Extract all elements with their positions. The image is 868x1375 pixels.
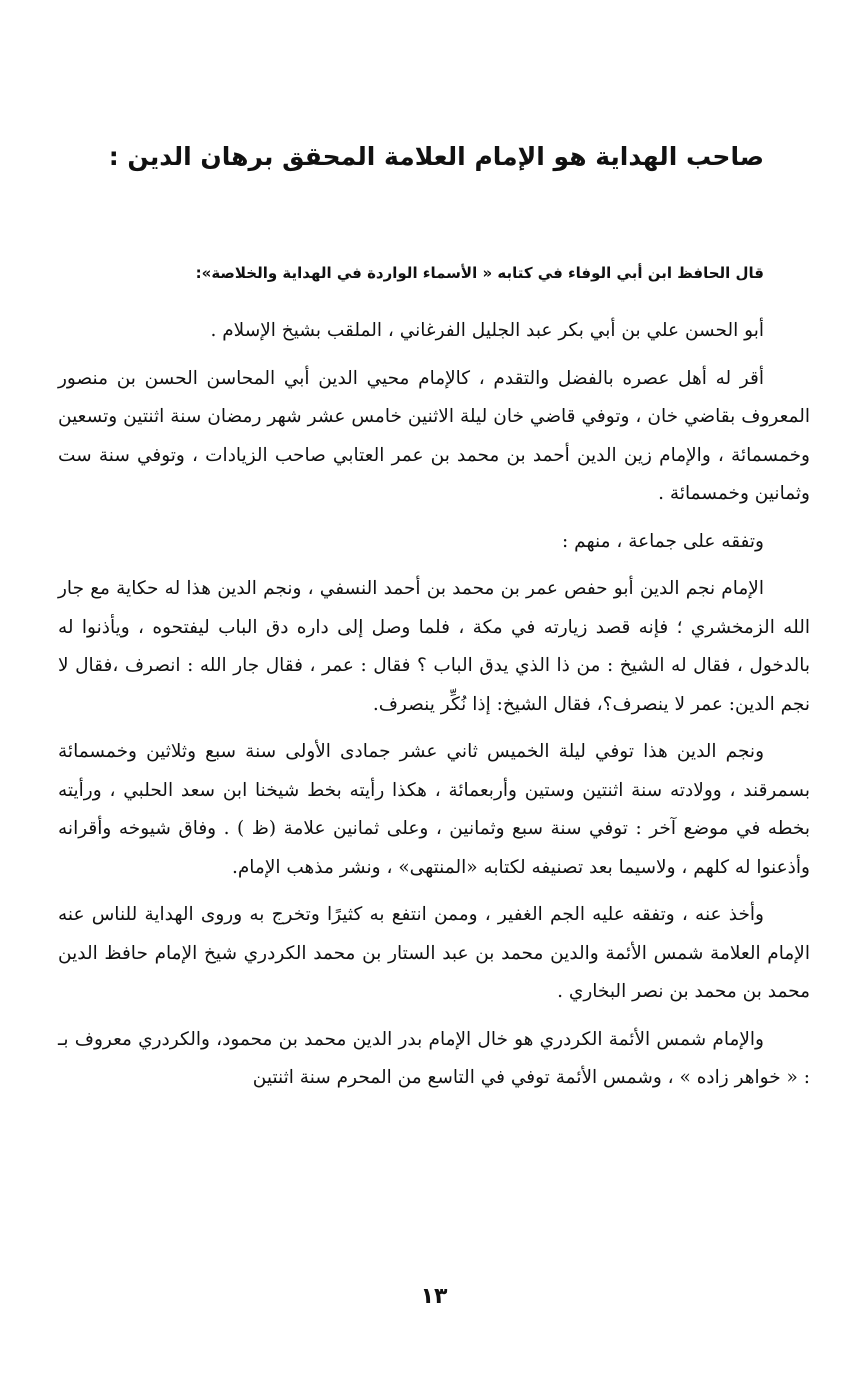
paragraph: ونجم الدين هذا توفي ليلة الخميس ثاني عشر جمادى الأولى سنة سبع وثلاثين وخمسمائة بسمرقند ، وولادته سنة اثنتين وستين وأربعمائة ، هكذا رأيته بخط شيخنا ابن سعد الحلبي ، ورأيته بخطه في موضع آخر : توفي سنة سبع وثمانين ، وعلى ثمانين علامة (ظ ) . وفاق شيوخه وأقرانه وأذعنوا له كلهم ، ولاسيما بعد تصنيفه لكتابه «المنتهى» ، ونشر مذهب الإمام.	[58, 741, 810, 878]
section-title: صاحب الهداية هو الإمام العلامة المحقق برهان الدين :	[108, 142, 764, 171]
paragraph: والإمام شمس الأئمة الكردري هو خال الإمام بدر الدين محمد بن محمود، والكردري معروف بـ : « خواهر زاده » ، وشمس الأئمة توفي في التاسع من المحرم سنة اثنتين	[58, 1028, 810, 1088]
source-citation: قال الحافظ ابن أبي الوفاء في كتابه « الأسماء الواردة في الهداية والخلاصة»:	[195, 264, 764, 282]
body-text	[58, 312, 810, 1107]
page-number: ١٣	[420, 1284, 448, 1309]
paragraph: وتفقه على جماعة ، منهم :	[562, 530, 764, 552]
paragraph: أبو الحسن علي بن أبي بكر عبد الجليل الفرغاني ، الملقب بشيخ الإسلام .	[210, 320, 764, 341]
paragraph: أقر له أهل عصره بالفضل والتقدم ، كالإمام محيي الدين أبي المحاسن الحسن بن منصور المعروف بقاضي خان ، وتوفي قاضي خان ليلة الاثنين خامس عشر شهر رمضان سنة اثنتين وتسعين وخمسمائة ، والإمام زين الدين أحمد بن محمد بن عمر العتابي صاحب الزيادات ، وتوفي سنة ست وثمانين وخمسمائة .	[58, 367, 810, 504]
paragraph: وأخذ عنه ، وتفقه عليه الجم الغفير ، وممن انتفع به كثيرًا وتخرج به وروى الهداية للناس عنه الإمام العلامة شمس الأئمة والدين محمد بن عبد الستار بن محمد الكردري شيخ الإمام حافظ الدين محمد بن محمد بن نصر البخاري .	[58, 904, 810, 1002]
paragraph: الإمام نجم الدين أبو حفص عمر بن محمد بن أحمد النسفي ، ونجم الدين هذا له حكاية مع جار الله الزمخشري ؛ فإنه قصد زيارته في مكة ، فلما وصل إلى داره دق الباب ليفتحوه ، ويأذنوا له بالدخول ، فقال له الشيخ : من ذا الذي يدق الباب ؟ فقال : عمر ، فقال جار الله : انصرف ،فقال لا نجم الدين: عمر لا ينصرف؟، فقال الشيخ: إذا نُكِّر ينصرف.	[58, 578, 810, 715]
